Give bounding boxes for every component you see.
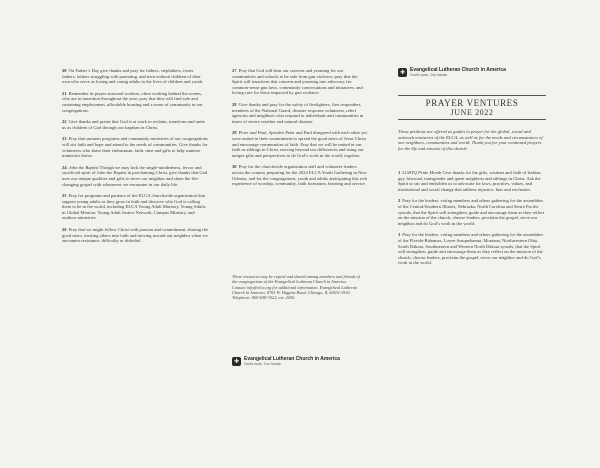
prayer-entry: 23 Pray that summer programs and community ministries of our congregations will stir faith and hope and attend to the needs of communities. Give thanks for volunteers who share their enthusiasm, faith, time and gifts to help summer ministries thrive. <box>62 136 208 159</box>
column-middle <box>232 68 368 468</box>
column-left <box>62 68 208 468</box>
prayer-entry: 1 LGBTQ Pride Month Give thanks for the gifts, wisdom and faith of lesbian, gay, bisexual, transgender and queer neighbors and siblings in Christ. Ask the Spirit to stir and embolden us to advocate for laws, practices, values, and institutional and social change that address injustice, bias and exclusion. <box>398 170 542 192</box>
prayer-entry: 24 John the Baptist Though we may lack the single-mindedness, fervor and sacrificial spirit of John the Baptist in proclaiming Christ, give thanks that God uses our unique qualities and gifts to serve our neighbor and share the life-changing gospel with whomever we encounter in our daily life. <box>62 164 208 187</box>
prayer-entry: 27 Pray that God will hear our concern and yearning for our communities and schools to be safe from gun violence; pray that the Spirit will transform that concern and yearning into advocacy for common-sense gun laws, community conversations and initiatives, and loving care for those impacted by gun violence. <box>232 68 363 96</box>
page-subtitle: JUNE 2022 <box>450 108 494 117</box>
cross-logo-icon: ✚ <box>399 68 406 76</box>
prayer-entry: 22 Give thanks and praise that God is at work to reclaim, transform and unite us as children of God through our baptism in Christ. <box>62 119 205 130</box>
intro-text: These petitions are offered as guides to prayer for the global, social and outreach ministries of the ELCA, as well as for the needs and circumstances of our neighbors, communities and world. Thank you for your continued prayers for the life and mission of this church. <box>398 129 543 151</box>
title-block <box>398 95 546 120</box>
cross-logo-icon: ✚ <box>233 357 240 365</box>
prayer-entry: 29 Peter and Paul, Apostles Peter and Paul disagreed with each other yet were united in their commitment to spread the good news of Jesus Christ and encourage communities of faith. Pray that we will be united in our faith as siblings in Christ, moving beyond our differences and using our unique gifts and perspectives to do God’s work in the world, together. <box>232 130 367 158</box>
prayer-entry: 26 Pray that we might follow Christ with passion and commitment, sharing the good news, inviting others into faith and moving toward our neighbor when we encounter resistance, difficulty or disbelief. <box>62 227 208 244</box>
divider <box>398 95 546 96</box>
page-title: PRAYER VENTURES <box>425 98 519 108</box>
copyright-note: These resources may be copied and shared among members and friends of the congregations of the Evangelical Lutheran Church in America. Contact info@elca.org for additional information. Evangelical Lutheran Church in America, 8765 W. Higgins Road, Chicago, IL 60631-4101. Telephone: 800-638-3522, ext. 2450. <box>232 274 360 301</box>
prayer-entry: 21 Remember in prayer seasonal workers, often working behind the scenes, who are in transition throughout the year; pray that they will find safe and sustaining employment, affordable housing and a sense of community in our congregations. <box>62 90 203 113</box>
divider <box>398 119 546 120</box>
prayer-entry: 20 On Father’s Day give thanks and pray for fathers, stepfathers, foster fathers, fathers struggling with parenting, and men without children of their own who serve as loving and caring adults in the lives of children and youth. <box>62 68 204 85</box>
prayer-entry: 30 Pray for the churchwide organization staff and volunteer leaders across the country preparing for the 2024 ELCA Youth Gathering in New Orleans, and for the congregations, youth and adults anticipating this rich experience of worship, community, faith formation, learning and service. <box>232 164 367 187</box>
prayer-entry: 25 Pray for programs and partners of the ELCA churchwide organization that support young adults as they grow in faith and discover who God is calling them to be in the world, including ELCA Young Adult Ministry, Young Adults in Global Mission, Young Adult Justice Network, Campus Ministry, and outdoor ministries. <box>62 193 206 221</box>
column-right <box>398 170 546 272</box>
elca-logo-top <box>398 67 506 77</box>
logo-name: Evangelical Lutheran Church in America <box>410 67 506 73</box>
logo-tagline: God’s work. Our hands. <box>410 73 448 77</box>
logo-name: Evangelical Lutheran Church in America <box>244 356 340 362</box>
elca-logo-bottom <box>232 356 340 366</box>
logo-tagline: God’s work. Our hands. <box>244 362 282 366</box>
prayer-entry: 2 Pray for the leaders, voting members and others gathering for the assemblies of the Central/Southern Illinois, Nebraska, North Carolina and Sierra Pacific synods, that the Spirit will strengthen, guide and encourage them as they reflect on the mission of the church, choose leaders, proclaim the gospel, serve our neighbor and do God’s work in the world. <box>398 198 545 226</box>
prayer-entry: 3 Pray for the leaders, voting members and others gathering for the assemblies of the Florida-Bahamas, Lower Susquehanna, Montana, Northwestern Ohio, South Dakota, Southeastern and Western North Dakota synods, that the Spirit will strengthen, guide and encourage them as they reflect on the mission of the church, choose leaders, proclaim the gospel, serve our neighbor and do God’s work in the world. <box>398 232 544 266</box>
prayer-entry: 28 Give thanks and pray for the safety of firefighters, first responders, members of the National Guard, disaster response volunteers, relief agencies and neighbors who respond to individuals and communities in times of severe weather and natural disaster. <box>232 101 364 124</box>
